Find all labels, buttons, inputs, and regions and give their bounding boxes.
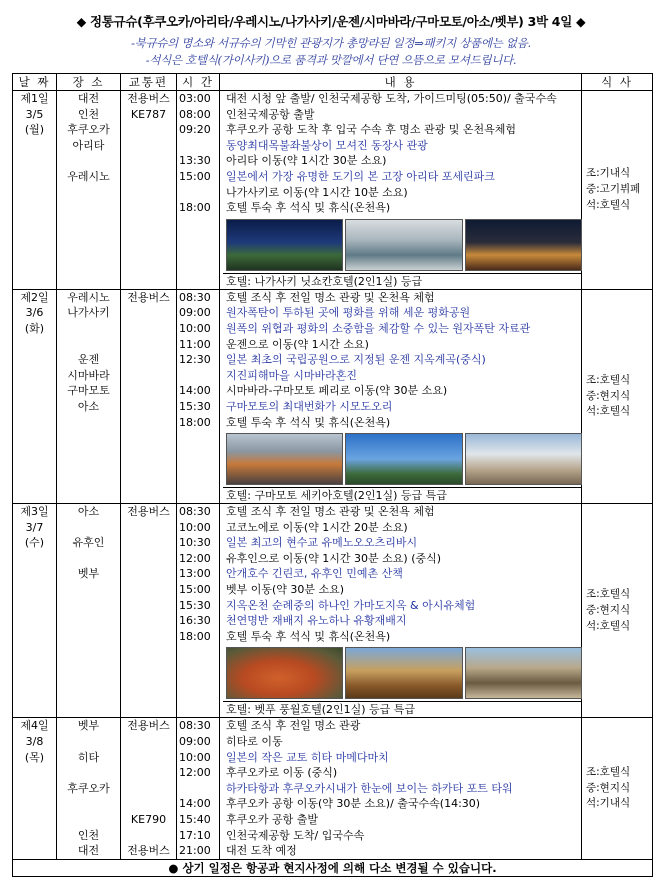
meal-line: 석:호텔식	[586, 198, 631, 211]
time-line: 08:00	[179, 107, 211, 121]
schedule-item: 대전 도착 예정	[226, 844, 297, 858]
meal-line: 조:호텔식	[586, 766, 631, 779]
schedule-item: 호텔 투숙 후 석식 및 휴식(온천욕)	[226, 201, 391, 215]
place-line: 인천	[77, 107, 100, 121]
place-line: 시마바라	[67, 368, 110, 382]
place-line: 벳부	[77, 567, 100, 581]
place-line: 우레시노	[67, 290, 110, 304]
place-line: 대전	[77, 92, 100, 105]
place-line: 구마모토	[67, 384, 110, 398]
photo-strip	[223, 647, 582, 699]
time-line: 15:30	[179, 399, 211, 413]
day-date-line: 3/5	[25, 107, 44, 121]
page-title: ◆ 정통규슈(후쿠오카/아리타/우레시노/나가사키/운젠/시마바라/구마모토/아소/벳부) 3박 4일 ◆	[76, 14, 586, 29]
time-line	[179, 138, 219, 154]
meal-line: 조:기내식	[586, 167, 631, 180]
time-line: 11:00	[179, 337, 211, 351]
place-line	[57, 520, 120, 536]
time-line: 08:30	[179, 290, 211, 304]
time-line: 21:00	[179, 844, 211, 858]
place-line	[57, 185, 120, 201]
time-line: 17:10	[179, 828, 211, 842]
time-line: 16:30	[179, 614, 211, 628]
time-line: 10:30	[179, 536, 211, 550]
meal-line: 석:호텔식	[586, 619, 631, 632]
hotel-info: 호텔: 구마모토 세키아호텔(2인1실) 등급 특급	[223, 487, 581, 503]
day-date-line: (수)	[24, 536, 45, 550]
schedule-item: 일본의 작은 교토 히타 마메다마치	[226, 750, 389, 764]
time-line: 15:40	[179, 813, 211, 826]
place-line: 히타	[77, 750, 100, 764]
place-line: 아소	[77, 399, 100, 413]
time-line: 12:30	[179, 353, 211, 367]
day-date-line: 제3일	[20, 505, 49, 519]
transport-line	[121, 765, 176, 781]
schedule-item: 대전 시청 앞 출발/ 인천국제공항 도착, 가이드미팅(05:50)/ 출국수속	[226, 92, 557, 105]
place-line	[57, 216, 120, 232]
time-line: 15:00	[179, 169, 211, 183]
day-date-line: 3/7	[25, 520, 44, 534]
place-line: 후쿠오카	[67, 781, 110, 795]
col-header-place: 장 소	[57, 74, 121, 91]
day-row	[13, 289, 653, 503]
place-line	[57, 812, 120, 828]
schedule-item: 후쿠오카 공항 도착 후 입국 수속 후 명소 관광 및 온천욕체험	[226, 123, 516, 137]
day-date-line: (목)	[24, 750, 45, 764]
photo-yunohana-huts	[465, 647, 582, 699]
transport-line: 전용버스	[127, 844, 170, 858]
meal-line: 석:기내식	[586, 797, 631, 810]
time-line: 03:00	[179, 92, 211, 105]
schedule-item: 원자폭탄이 투하된 곳에 평화를 위해 세운 평화공원	[226, 306, 471, 320]
schedule-item: 후쿠오카 공항 이동(약 30분 소요)/ 출국수속(14:30)	[226, 797, 481, 811]
place-line: 운젠	[77, 353, 100, 367]
time-line: 15:30	[179, 598, 211, 612]
place-line: 인천	[77, 828, 100, 842]
schedule-item: 후쿠오카로 이동 (중식)	[226, 766, 338, 780]
place-line	[57, 796, 120, 812]
transport-line	[121, 828, 176, 844]
photo-kamado-jigoku	[226, 647, 343, 699]
transport-line	[121, 781, 176, 797]
col-header-transport: 교통편	[121, 74, 177, 91]
place-line	[57, 153, 120, 169]
time-line: 12:00	[179, 766, 211, 780]
schedule-item: 호텔 조식 후 전일 명소 관광	[226, 719, 361, 733]
col-header-content: 내 용	[220, 74, 582, 91]
day-row	[13, 504, 653, 718]
schedule-item: 호텔 투숙 후 석식 및 휴식(온천욕)	[226, 415, 391, 429]
meal-line: 중:고기뷔페	[586, 183, 641, 196]
day-date-line: (월)	[24, 123, 45, 137]
place-line	[57, 321, 120, 337]
transport-line: KE787	[130, 107, 167, 121]
time-line: 08:30	[179, 505, 211, 519]
col-header-date: 날 짜	[13, 74, 57, 91]
time-line: 18:00	[179, 201, 211, 215]
time-line: 18:00	[179, 629, 211, 643]
schedule-item: 일본 최초의 국립공원으로 지정된 운젠 지옥계곡(중식)	[226, 353, 486, 367]
place-line: 나가사키	[67, 306, 110, 320]
transport-line: 전용버스	[127, 92, 170, 105]
hotel-info: 호텔: 벳푸 풍월호텔(2인1실) 등급 특급	[223, 701, 581, 717]
time-line: 15:00	[179, 583, 211, 597]
schedule-item: 일본에서 가장 유명한 도기의 본 고장 아리타 포세린파크	[226, 169, 495, 183]
transport-line	[121, 796, 176, 812]
col-header-meal: 식 사	[582, 74, 653, 91]
time-line: 10:00	[179, 750, 211, 764]
schedule-item: 안개호수 긴린코, 유후인 민예촌 산책	[226, 567, 403, 581]
schedule-item: 나가사키로 이동(약 1시간 10분 소요)	[226, 185, 408, 199]
day-date-line: (화)	[24, 321, 45, 335]
photo-porcelain-park	[226, 219, 343, 271]
meal-line: 조:호텔식	[586, 588, 631, 601]
schedule-item: 일본 최고의 현수교 유메노오오츠리바시	[226, 536, 418, 550]
col-header-time: 시 간	[177, 74, 220, 91]
schedule-item: 호텔 조식 후 전일 명소 관광 및 온천욕 체험	[226, 290, 435, 304]
table-header-row	[13, 74, 653, 91]
place-line	[57, 200, 120, 216]
photo-yume-bridge	[345, 647, 462, 699]
transport-line: 전용버스	[127, 505, 170, 519]
schedule-item: 고코노에로 이동(약 1시간 20분 소요)	[226, 520, 408, 534]
meal-line: 조:호텔식	[586, 374, 631, 387]
schedule-item: 호텔 조식 후 전일 명소 관광 및 온천욕 체험	[226, 505, 435, 519]
schedule-item: 히타로 이동	[226, 735, 283, 749]
schedule-item: 원폭의 위협과 평화의 소중함을 체감할 수 있는 원자폭탄 자료관	[226, 321, 531, 335]
time-line: 13:30	[179, 154, 211, 168]
transport-line	[121, 734, 176, 750]
schedule-item: 아리타 이동(약 1시간 30분 소요)	[226, 154, 387, 168]
schedule-item: 호텔 투숙 후 석식 및 휴식(온천욕)	[226, 629, 391, 643]
itinerary-table	[12, 73, 653, 877]
time-line: 14:00	[179, 384, 211, 398]
place-line: 후쿠오카	[67, 123, 110, 137]
place-line	[57, 765, 120, 781]
transport-line: 전용버스	[127, 719, 170, 733]
place-line	[57, 734, 120, 750]
place-line: 아리타	[72, 138, 105, 152]
photo-strip	[223, 433, 582, 485]
time-line: 10:00	[179, 520, 211, 534]
day-date-line: 제1일	[20, 92, 49, 105]
photo-hot-spring-pool	[345, 219, 462, 271]
place-line: 아소	[77, 505, 100, 519]
schedule-item: 지진피해마을 시마바라혼진	[226, 368, 358, 382]
time-line: 10:00	[179, 321, 211, 335]
place-line	[57, 551, 120, 567]
day-date-line: 3/8	[25, 735, 44, 749]
time-line: 08:30	[179, 719, 211, 733]
place-line	[57, 337, 120, 353]
schedule-item: 유후인으로 이동(약 1시간 30분 소요) (중식)	[226, 551, 442, 565]
transport-line: KE790	[130, 813, 167, 826]
time-line	[179, 781, 219, 797]
place-line: 우레시노	[67, 169, 110, 183]
time-line: 09:00	[179, 306, 211, 320]
time-line: 12:00	[179, 551, 211, 565]
day-date-line: 3/6	[25, 306, 44, 320]
schedule-item: 운젠으로 이동(약 1시간 소요)	[226, 337, 369, 351]
photo-ryokan-night	[465, 219, 582, 271]
time-line: 13:00	[179, 567, 211, 581]
photo-shimotoori-arcade	[226, 433, 343, 485]
schedule-item: 인천국제공항 도착/ 입국수속	[226, 828, 365, 842]
day-row	[13, 718, 653, 859]
meal-line: 중:현지식	[586, 781, 631, 794]
time-line	[179, 368, 219, 384]
meal-line: 석:호텔식	[586, 405, 631, 418]
photo-unzen-hell	[465, 433, 582, 485]
time-line	[179, 185, 219, 201]
schedule-item: 지옥온천 순례중의 하나인 가마도지옥 & 아시유체험	[226, 598, 476, 612]
schedule-item: 벳부 이동(약 30분 소요)	[226, 583, 345, 597]
photo-strip	[223, 219, 582, 271]
time-line: 09:00	[179, 735, 211, 749]
time-line: 18:00	[179, 415, 211, 429]
meal-line: 중:현지식	[586, 603, 631, 616]
schedule-item: 동양최대목불좌불상이 모셔진 동장사 관광	[226, 138, 428, 152]
schedule-item: 인천국제공항 출발	[226, 107, 315, 121]
photo-peace-statue	[345, 433, 462, 485]
place-line: 대전	[77, 844, 100, 858]
schedule-item: 구마모토의 최대번화가 시모도오리	[226, 399, 393, 413]
schedule-item: 천연명반 재배지 유노하나 유황재배지	[226, 614, 407, 628]
page-subtitle-1: -북규슈의 명소와 서규슈의 기막힌 관광지가 총망라된 일정⇒패키지 상품에는 없음.	[131, 36, 531, 50]
day-row	[13, 91, 653, 290]
time-line: 09:20	[179, 123, 211, 137]
transport-line	[121, 750, 176, 766]
transport-line: 전용버스	[127, 290, 170, 304]
schedule-item: 시마바라-구마모토 페리로 이동(약 30분 소요)	[226, 384, 448, 398]
meal-line: 중:현지식	[586, 389, 631, 402]
place-line: 유후인	[72, 536, 105, 550]
time-line: 14:00	[179, 797, 211, 811]
day-date-line: 제2일	[20, 290, 49, 304]
place-line: 벳부	[77, 719, 100, 733]
footer-note: ● 상기 일정은 항공과 현지사정에 의해 다소 변경될 수 있습니다.	[13, 859, 653, 876]
hotel-info: 호텔: 나가사키 닛쇼칸호텔(2인1실) 등급	[223, 273, 581, 289]
schedule-item: 후쿠오카 공항 출발	[226, 813, 319, 826]
schedule-item: 하카타항과 후쿠오카시내가 한눈에 보이는 하카타 포트 타워	[226, 781, 513, 795]
page-subtitle-2: -석식은 호텔식(가이사키)으로 품격과 맛깔에서 단연 으뜸으로 모셔드립니다.	[145, 53, 517, 67]
day-date-line: 제4일	[20, 719, 49, 733]
